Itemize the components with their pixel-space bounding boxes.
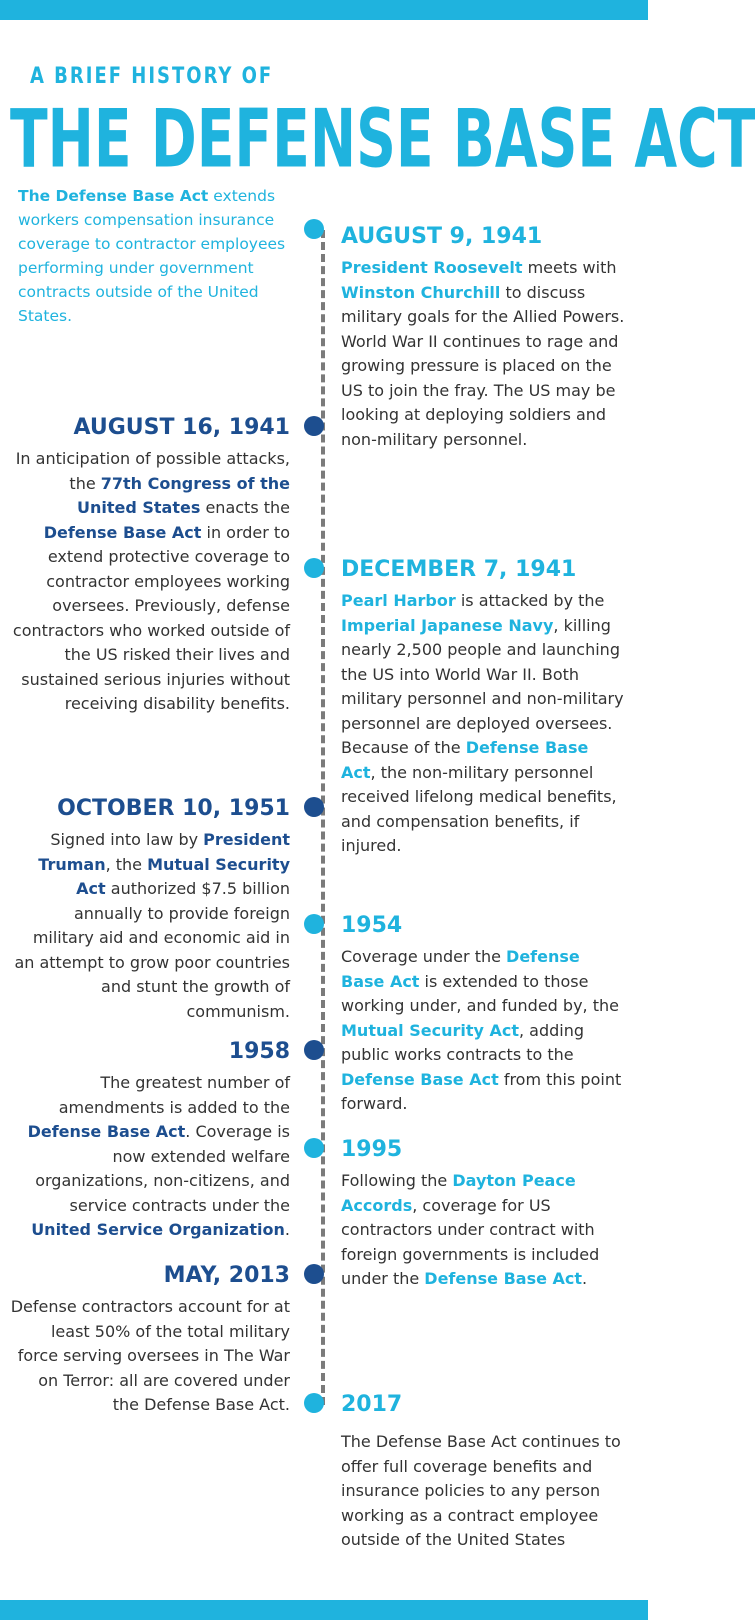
- event-description: [8, 1071, 290, 1243]
- timeline-dot-1958: [304, 1040, 324, 1060]
- intro-strong: The Defense Base Act: [18, 187, 209, 205]
- bottom-accent-bar: [0, 1600, 648, 1620]
- event-description: [341, 1169, 626, 1292]
- event-text: , killing nearly 2,500 people and launching the US into World War II. Both military personnel and non-military personnel are deployed oversees. Because of the: [341, 615, 624, 757]
- event-1995: [341, 1135, 626, 1292]
- timeline-axis: [321, 230, 325, 1405]
- highlight-defense-base-act: Defense Base Act: [424, 1269, 583, 1288]
- event-date: 1995: [341, 1137, 403, 1162]
- event-description: [341, 589, 626, 859]
- event-dec7-1941: [341, 555, 626, 859]
- highlight-mutual-security-act: Mutual Security Act: [341, 1020, 519, 1040]
- timeline-dot-may2013: [304, 1264, 324, 1284]
- highlight-defense-base-act: Defense Base Act: [341, 738, 589, 782]
- highlight-defense-base-act: Defense Base Act: [341, 1069, 499, 1089]
- highlight-pearl-harbor: Pearl Harbor: [341, 591, 456, 610]
- event-text: is attacked by the: [455, 591, 605, 610]
- event-text: , adding public works contracts to the: [341, 1020, 585, 1064]
- event-date: 1954: [341, 913, 403, 938]
- event-date: 1958: [228, 1039, 290, 1064]
- timeline-dot-aug16-1941: [304, 416, 324, 436]
- highlight-dayton-peace-accords: Dayton Peace Accords: [341, 1171, 576, 1215]
- event-text: , the: [105, 854, 148, 874]
- highlight-defense-base-act: Defense Base Act: [43, 522, 202, 542]
- timeline-dot-2017: [304, 1393, 324, 1413]
- highlight-winston-churchill: Winston Churchill: [341, 282, 501, 302]
- highlight-defense-base-act: Defense Base Act: [27, 1122, 186, 1141]
- highlight-president-roosevelt: President Roosevelt: [341, 258, 523, 277]
- event-2017: [341, 1390, 626, 1553]
- highlight-imperial-japanese-navy: Imperial Japanese Navy: [341, 615, 554, 635]
- event-date: AUGUST 16, 1941: [73, 415, 290, 440]
- event-text: authorized $7.5 billion annually to provide foreign military aid and economic aid in an attempt to grow poor countries and stunt the growth of communism.: [14, 879, 290, 1021]
- event-description: [341, 945, 626, 1117]
- event-text: enacts the: [200, 498, 290, 517]
- timeline-dot-1954: [304, 914, 324, 934]
- highlight-mutual-security-act: Mutual Security Act: [76, 854, 290, 898]
- event-text: .: [582, 1269, 588, 1288]
- event-text: The greatest number of amendments is added to the: [58, 1073, 290, 1117]
- event-1958: [8, 1037, 290, 1243]
- event-text: is extended to those working under, and funded by, the: [341, 971, 619, 1015]
- event-text: In anticipation of possible attacks, the: [15, 449, 290, 493]
- page-title: THE DEFENSE BASE ACT: [10, 92, 755, 186]
- timeline-dot-aug9-1941: [304, 219, 324, 239]
- event-description: The Defense Base Act continues to offer full coverage benefits and insurance policies to any person working as a contract employee outside of the United States: [341, 1432, 621, 1549]
- event-text: Signed into law by: [50, 830, 204, 849]
- event-date: 2017: [341, 1392, 403, 1417]
- highlight-united-service-organization: United Service Organization: [31, 1220, 285, 1239]
- event-text: Following the: [341, 1171, 453, 1190]
- event-date: DECEMBER 7, 1941: [341, 557, 577, 582]
- highlight-defense-base-act: Defense Base Act: [341, 947, 580, 991]
- event-text: .: [284, 1220, 290, 1239]
- event-text: from this point forward.: [341, 1069, 622, 1113]
- header-kicker: A BRIEF HISTORY OF: [30, 62, 274, 89]
- highlight-president-truman: President Truman: [38, 830, 290, 874]
- event-date: OCTOBER 10, 1951: [57, 796, 290, 821]
- event-description: [341, 256, 626, 452]
- event-aug16-1941: [8, 413, 290, 717]
- event-description: [8, 447, 290, 717]
- event-1954: [341, 911, 626, 1117]
- event-text: Coverage under the: [341, 947, 507, 966]
- timeline-dot-oct10-1951: [304, 797, 324, 817]
- event-text: meets with: [522, 258, 617, 277]
- event-description: [8, 828, 290, 1024]
- event-description: Defense contractors account for at least 50% of the total military force serving oversees in The War on Terror: all are covered under the Defense Base Act.: [10, 1297, 290, 1414]
- event-text: to discuss military goals for the Allied Powers. World War II continues to rage and growing pressure is placed on the US to join the fray. The US may be looking at deploying soldiers and non-military personnel.: [341, 282, 625, 449]
- timeline-dot-1995: [304, 1138, 324, 1158]
- event-text: , coverage for US contractors under contract with foreign governments is included under the: [341, 1195, 600, 1288]
- event-may2013: [8, 1261, 290, 1418]
- event-text: , the non-military personnel received lifelong medical benefits, and compensation benefits, if injured.: [341, 762, 617, 855]
- event-date: AUGUST 9, 1941: [341, 224, 543, 249]
- event-oct10-1951: [8, 794, 290, 1024]
- event-aug9-1941: [341, 222, 626, 452]
- event-date: MAY, 2013: [163, 1263, 290, 1288]
- highlight-77th-congress: 77th Congress of the United States: [76, 473, 290, 517]
- timeline-dot-dec7-1941: [304, 558, 324, 578]
- top-accent-bar: [0, 0, 648, 20]
- event-text: in order to extend protective coverage to contractor employees working oversees. Previously, defense contractors who worked outside of the US risked their lives and sustained serious injuries without receiving disability benefits.: [12, 522, 290, 713]
- event-text: . Coverage is now extended welfare organizations, non-citizens, and service contracts under the: [35, 1122, 290, 1215]
- intro-text: extends workers compensation insurance coverage to contractor employees performing under government contracts outside of the United States.: [18, 187, 286, 325]
- intro-paragraph: [18, 184, 298, 328]
